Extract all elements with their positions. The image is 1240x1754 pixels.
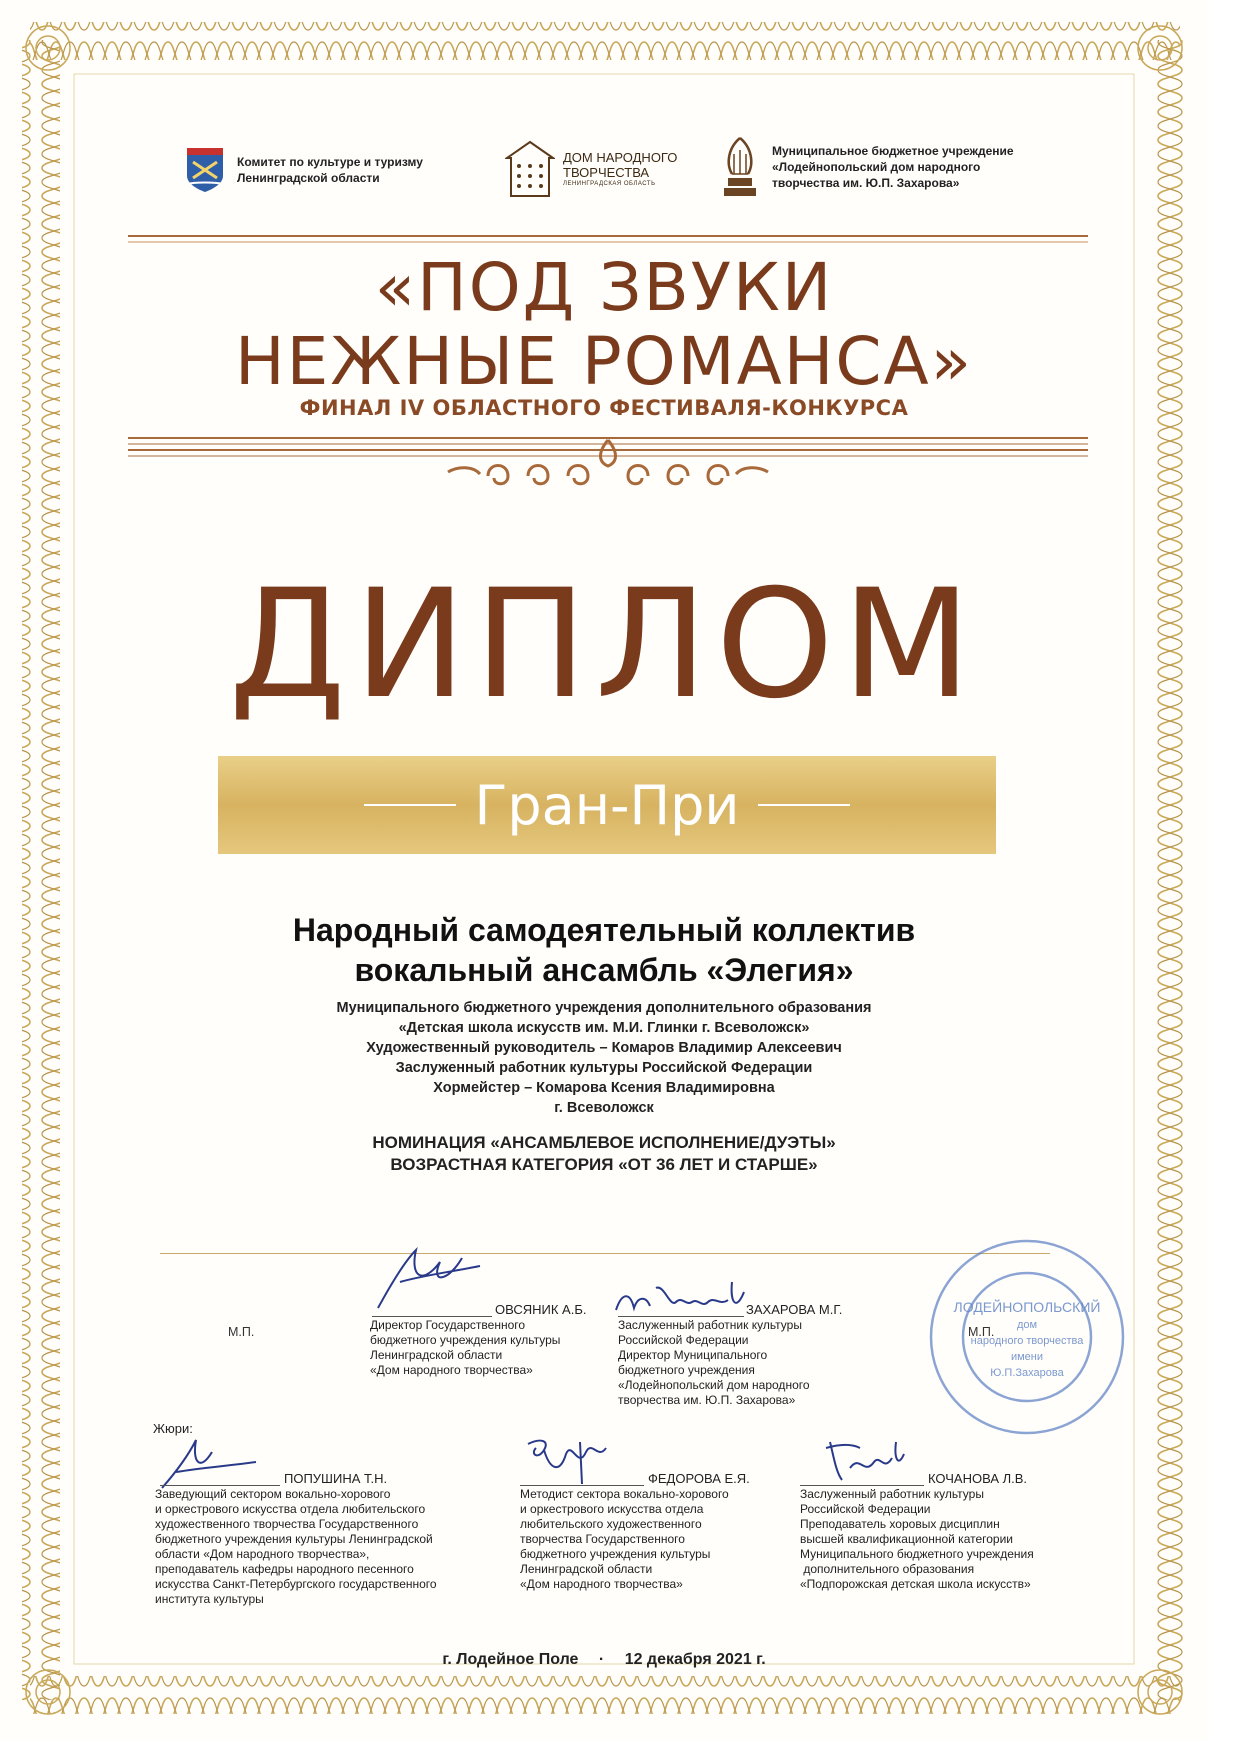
logo3-line3: творчества им. Ю.П. Захарова» — [772, 176, 960, 190]
logo-lodeynopolsky-house — [720, 134, 1014, 200]
signer-ovsyanik-title: Директор Государственного бюджетного учреждения культуры Ленинградской области «Дом народного творчества» — [370, 1318, 561, 1377]
logo1-line2: Ленинградской области — [237, 171, 380, 185]
stamp-text-2: дом — [1016, 1319, 1038, 1331]
age-category-line: ВОЗРАСТНАЯ КАТЕГОРИЯ «ОТ 36 ЛЕТ И СТАРШЕ» — [390, 1155, 818, 1174]
signer-ovsyanik-name: ОВСЯНИК А.Б. — [495, 1302, 587, 1317]
footer-place: г. Лодейное Поле — [442, 1651, 579, 1668]
zakharova-signature — [612, 1272, 752, 1322]
seal-placeholder-right: М.П. — [968, 1325, 995, 1339]
festival-title-line1: «ПОД ЗВУКИ — [374, 249, 834, 326]
popushina-signature — [156, 1432, 266, 1492]
juror-kochanova-name: КОЧАНОВА Л.В. — [928, 1471, 1028, 1486]
logo-committee — [185, 146, 423, 194]
signature-separator — [160, 1253, 1050, 1254]
ovsyanik-signature — [370, 1236, 490, 1316]
logo2-line2: ТВОРЧЕСТВА — [563, 165, 650, 180]
recipient-details — [0, 998, 1208, 1118]
info-line: Заслуженный работник культуры Российской Федерации — [395, 1060, 813, 1076]
logo-folk-house — [505, 140, 677, 198]
grand-prix-banner — [218, 756, 996, 854]
signer-zakharova-name: ЗАХАРОВА М.Г. — [746, 1302, 843, 1317]
recipient-line2: вокальный ансамбль «Элегия» — [354, 952, 854, 988]
jury-label: Жюри: — [153, 1421, 193, 1436]
kochanova-signature — [820, 1428, 910, 1488]
round-stamp — [922, 1232, 1132, 1442]
banner-right-line — [758, 804, 850, 806]
info-line: Художественный руководитель – Комаров Владимир Алексеевич — [366, 1040, 842, 1056]
info-line: «Детская школа искусств им. М.И. Глинки г. Всеволожск» — [398, 1020, 810, 1036]
juror-fedorova-title: Методист сектора вокально-хорового и оркестрового искусства отдела любительского художественного творчества Государственного бюджетного учреждения культуры Ленинградской области «Дом народного творчества» — [520, 1487, 729, 1591]
place-and-date — [0, 1651, 1208, 1669]
coat-of-arms-icon — [185, 146, 225, 194]
info-line: г. Всеволожск — [554, 1100, 654, 1116]
diploma-heading: ДИПЛОМ — [228, 558, 980, 732]
banner-left-line — [364, 804, 456, 806]
nomination-block — [0, 1132, 1208, 1176]
logo2-line3: ЛЕНИНГРАДСКАЯ ОБЛАСТЬ — [563, 181, 656, 187]
scroll-ornament-divider — [128, 432, 1088, 502]
signer-zakharova-title: Заслуженный работник культуры Российской Федерации Директор Муниципального бюджетного учреждения «Лодейнопольский дом народного творчества им. Ю.П. Захарова» — [618, 1318, 810, 1407]
logo3-line1: Муниципальное бюджетное учреждение — [772, 144, 1014, 158]
stamp-text-1: ЛОДЕЙНОПОЛЬСКИЙ — [953, 1299, 1101, 1315]
fedorova-signature — [520, 1430, 620, 1490]
footer-date: 12 декабря 2021 г. — [624, 1651, 766, 1668]
info-line: Хормейстер – Комарова Ксения Владимировна — [433, 1080, 775, 1096]
juror-fedorova-name: ФЕДОРОВА Е.Я. — [648, 1471, 750, 1486]
logo1-line1: Комитет по культуре и туризму — [237, 155, 423, 169]
juror-kochanova-title: Заслуженный работник культуры Российской Федерации Преподаватель хоровых дисциплин высшей квалификационной категории Муниципального бюджетного учреждения дополнительного образования «Подпорожская детская школа искусств» — [800, 1487, 1034, 1591]
seal-placeholder-left: М.П. — [228, 1325, 255, 1339]
house-ornament-icon — [505, 140, 555, 198]
stamp-text-4: имени — [1010, 1351, 1044, 1363]
recipient-line1: Народный самодеятельный коллектив — [292, 912, 916, 948]
award-title: Гран-При — [474, 773, 740, 837]
lyre-emblem-icon — [720, 134, 760, 200]
nomination-line: НОМИНАЦИЯ «АНСАМБЛЕВОЕ ИСПОЛНЕНИЕ/ДУЭТЫ» — [372, 1133, 836, 1152]
logo3-line2: «Лодейнопольский дом народного — [772, 160, 981, 174]
stamp-text-3: народного творчества — [970, 1335, 1084, 1347]
festival-title-line2: НЕЖНЫЕ РОМАНСА» — [234, 323, 974, 400]
juror-popushina-name: ПОПУШИНА Т.Н. — [284, 1471, 388, 1486]
info-line: Муниципального бюджетного учреждения дополнительного образования — [336, 1000, 872, 1016]
stamp-text-5: Ю.П.Захарова — [990, 1367, 1064, 1379]
festival-subtitle: ФИНАЛ IV ОБЛАСТНОГО ФЕСТИВАЛЯ-КОНКУРСА — [299, 396, 909, 420]
juror-popushina-title: Заведующий сектором вокально-хорового и оркестрового искусства отдела любительского художественного творчества Государственного бюджетного учреждения культуры Ленинградской области «Дом народного творчества», преподаватель кафедры народного песенного искусства Санкт-Петербургского государственного института культуры — [155, 1487, 437, 1606]
footer-dot: · — [598, 1651, 605, 1668]
logo2-line1: ДОМ НАРОДНОГО — [563, 150, 678, 165]
